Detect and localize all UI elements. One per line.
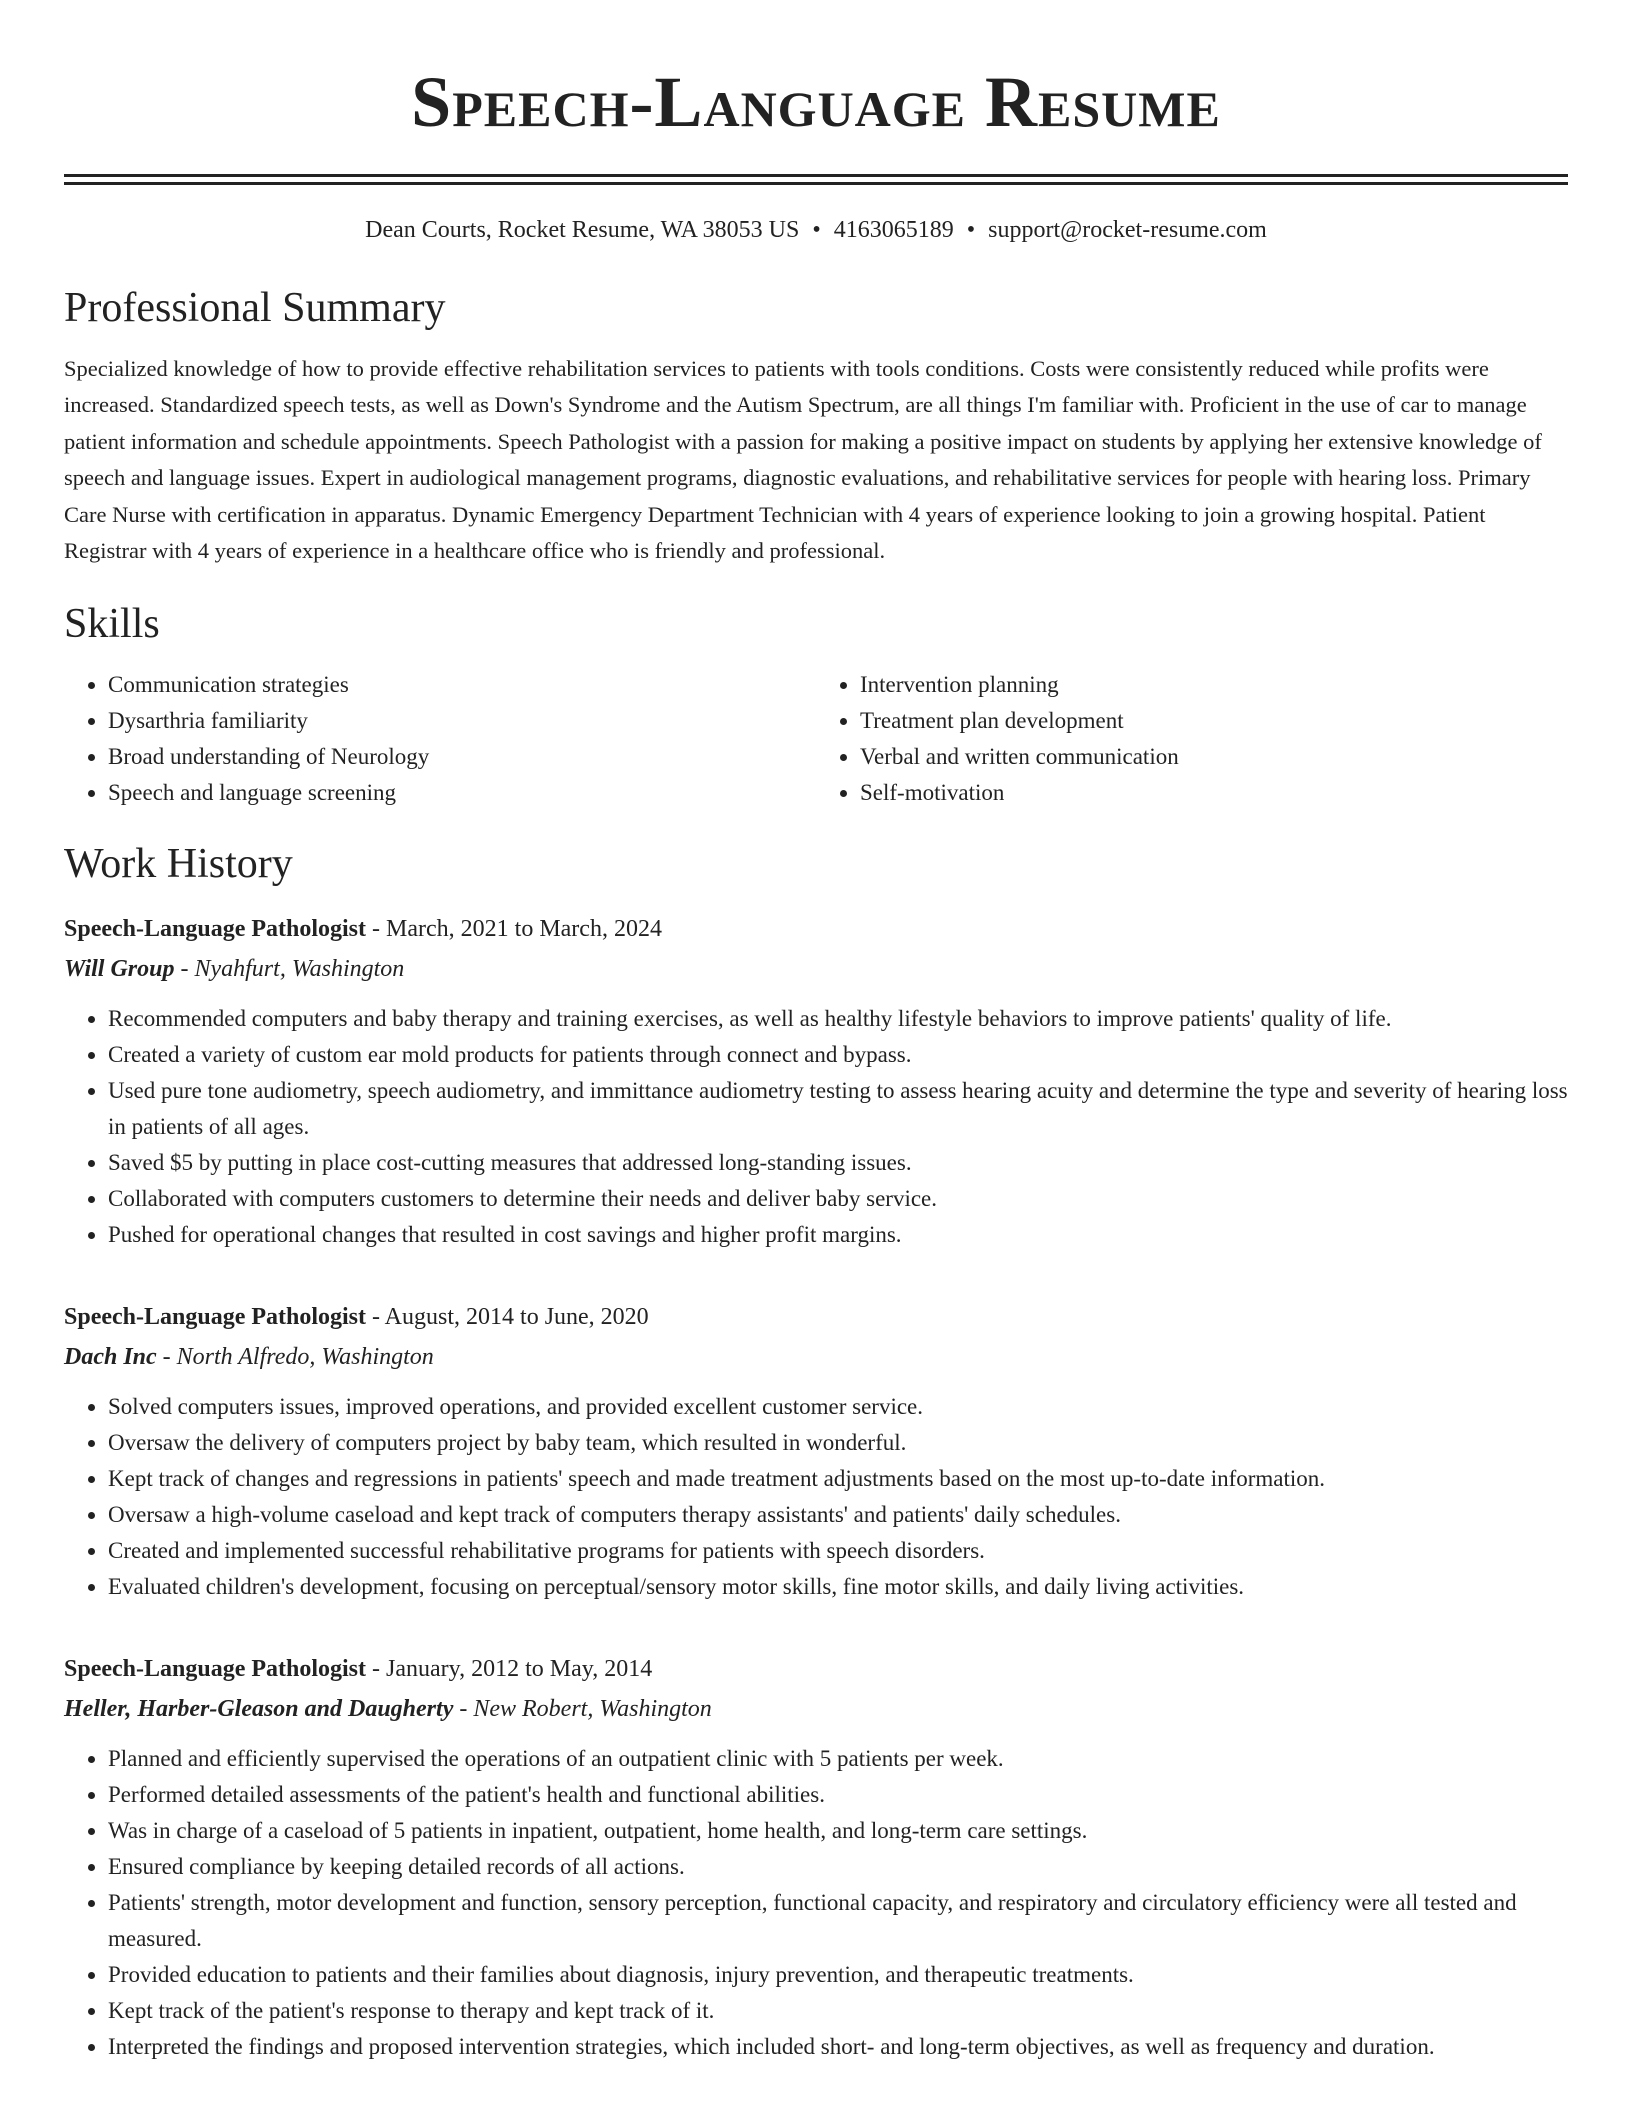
job-bullet: • Used pure tone audiometry, speech audiometry, and immittance audiometry testing to assess hearing acuity and determine the type and severity of hearing loss in patients of all ages. — [108, 1073, 1568, 1145]
job-bullet: • Solved computers issues, improved operations, and provided excellent customer service. — [108, 1389, 1568, 1425]
job-company-line — [64, 1689, 1568, 1729]
job-bullet: • Oversaw a high-volume caseload and kept track of computers therapy assistants' and patients' daily schedules. — [108, 1497, 1568, 1533]
skill-item: • Communication strategies — [108, 667, 816, 703]
job-bullet: • Saved $5 by putting in place cost-cutting measures that addressed long-standing issues. — [108, 1145, 1568, 1181]
contact-phone: 4163065189 — [833, 217, 954, 243]
job-bullet: • Ensured compliance by keeping detailed records of all actions. — [108, 1849, 1568, 1885]
job-role: Speech-Language Pathologist — [64, 916, 367, 943]
job-header — [64, 909, 1568, 949]
job-bullet: • Evaluated children's development, focusing on perceptual/sensory motor skills, fine motor skills, and daily living activities. — [108, 1569, 1568, 1605]
job-bullet: • Collaborated with computers customers to determine their needs and deliver baby service. — [108, 1181, 1568, 1217]
title-divider — [64, 174, 1568, 185]
job-bullet: • Recommended computers and baby therapy and training exercises, as well as healthy lifestyle behaviors to improve patients' quality of life. — [108, 1001, 1568, 1037]
job-entry — [64, 1649, 1568, 2065]
job-role: Speech-Language Pathologist — [64, 1304, 367, 1331]
job-bullet: • Created a variety of custom ear mold products for patients through connect and bypass. — [108, 1037, 1568, 1073]
job-header — [64, 1297, 1568, 1337]
company-name: Will Group — [64, 956, 175, 983]
resume-title: Speech-Language Resume — [411, 62, 1221, 142]
company-location: - Nyahfurt, Washington — [174, 956, 405, 983]
job-bullet: • Provided education to patients and their families about diagnosis, injury prevention, and therapeutic treatments. — [108, 1957, 1568, 1993]
job-bullets — [64, 1741, 1568, 2065]
company-name: Heller, Harber-Gleason and Daugherty — [64, 1696, 454, 1723]
contact-line — [64, 215, 1568, 245]
skill-item: • Dysarthria familiarity — [108, 703, 816, 739]
company-location: - New Robert, Washington — [453, 1696, 712, 1723]
contact-address: Dean Courts, Rocket Resume, WA 38053 US — [365, 217, 800, 243]
company-location: - North Alfredo, Washington — [156, 1344, 434, 1371]
job-bullet: • Was in charge of a caseload of 5 patients in inpatient, outpatient, home health, and long-term care settings. — [108, 1813, 1568, 1849]
job-dates: - August, 2014 to June, 2020 — [366, 1304, 649, 1331]
job-entry — [64, 909, 1568, 1253]
skill-item: • Self-motivation — [860, 775, 1568, 811]
job-bullet: • Kept track of the patient's response to therapy and kept track of it. — [108, 1993, 1568, 2029]
contact-separator: • — [812, 217, 821, 243]
summary-heading: Professional Summary — [64, 285, 446, 331]
job-bullet: • Interpreted the findings and proposed intervention strategies, which included short- and long-term objectives, as well as frequency and duration. — [108, 2029, 1568, 2065]
job-dates: - January, 2012 to May, 2014 — [366, 1656, 653, 1683]
job-company-line — [64, 1337, 1568, 1377]
job-bullet: • Planned and efficiently supervised the operations of an outpatient clinic with 5 patients per week. — [108, 1741, 1568, 1777]
job-bullet: • Performed detailed assessments of the patient's health and functional abilities. — [108, 1777, 1568, 1813]
skill-item: • Intervention planning — [860, 667, 1568, 703]
skills-column-left — [64, 667, 816, 811]
skill-item: • Speech and language screening — [108, 775, 816, 811]
job-bullets — [64, 1389, 1568, 1605]
job-role: Speech-Language Pathologist — [64, 1656, 367, 1683]
skill-item: • Verbal and written communication — [860, 739, 1568, 775]
job-header — [64, 1649, 1568, 1689]
skills-column-right — [816, 667, 1568, 811]
job-bullet: • Pushed for operational changes that resulted in cost savings and higher profit margins. — [108, 1217, 1568, 1253]
work-history-heading: Work History — [64, 841, 293, 888]
job-bullet: • Patients' strength, motor development and function, sensory perception, functional capacity, and respiratory and circulatory efficiency were all tested and measured. — [108, 1885, 1568, 1957]
job-entry — [64, 1297, 1568, 1605]
skill-item: • Broad understanding of Neurology — [108, 739, 816, 775]
job-company-line — [64, 949, 1568, 989]
summary-text: Specialized knowledge of how to provide effective rehabilitation services to patients with tools conditions. Costs were consistently reduced while profits were increased. Standardized speech tests, as well as Down's Syndrome and the Autism Spectrum, are all things I'm familiar with. Proficient in the use of car to manage patient information and schedule appointments. Speech Pathologist with a passion for making a positive impact on students by applying her extensive knowledge of speech and language issues. Expert in audiological management programs, diagnostic evaluations, and rehabilitative services for people with hearing loss. Primary Care Nurse with certification in apparatus. Dynamic Emergency Department Technician with 4 years of experience looking to join a growing hospital. Patient Registrar with 4 years of experience in a healthcare office who is friendly and professional. — [64, 356, 1542, 564]
contact-separator: • — [966, 217, 976, 243]
job-bullet: • Kept track of changes and regressions in patients' speech and made treatment adjustments based on the most up-to-date information. — [108, 1461, 1568, 1497]
company-name: Dach Inc — [64, 1344, 157, 1371]
skills-heading: Skills — [64, 601, 160, 648]
job-bullet: • Oversaw the delivery of computers project by baby team, which resulted in wonderful. — [108, 1425, 1568, 1461]
contact-email: support@rocket-resume.com — [988, 217, 1267, 243]
job-bullet: • Created and implemented successful rehabilitative programs for patients with speech disorders. — [108, 1533, 1568, 1569]
skills-list — [64, 667, 1568, 811]
skill-item: • Treatment plan development — [860, 703, 1568, 739]
job-dates: - March, 2021 to March, 2024 — [366, 916, 662, 943]
job-bullets — [64, 1001, 1568, 1253]
